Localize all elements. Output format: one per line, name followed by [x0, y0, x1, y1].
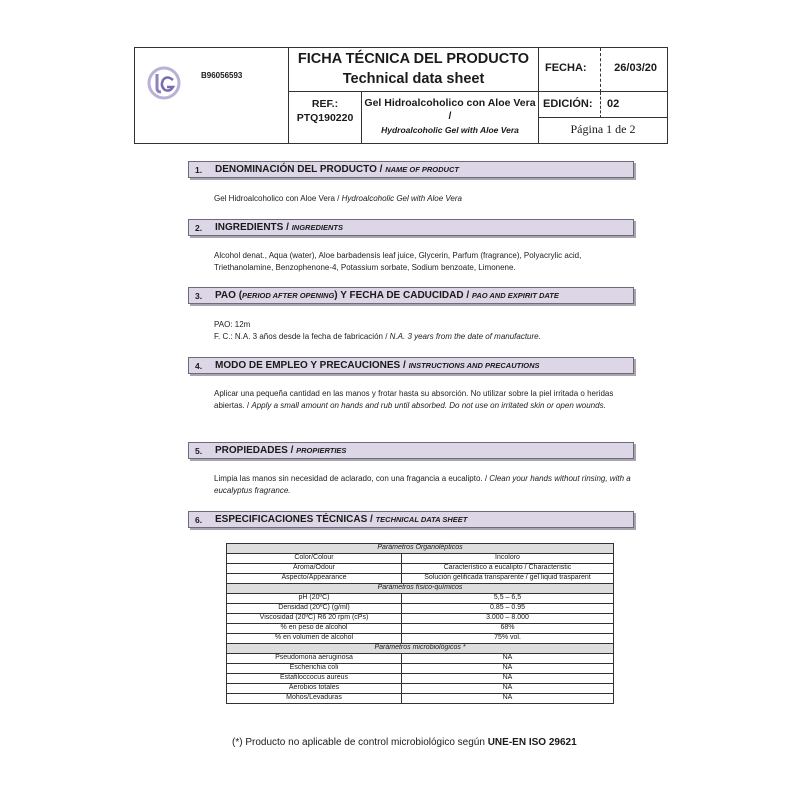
- param-name: pH (20ºC): [227, 594, 402, 604]
- param-value: 68%: [402, 624, 614, 634]
- table-row: [227, 634, 614, 644]
- param-name: Viscosidad (20ºC) R6 20 rpm (cPs): [227, 614, 402, 624]
- expiry-line: F. C.: N.A. 3 años desde la fecha de fabricación / N.A. 3 years from the date of manufacture.: [214, 332, 541, 341]
- table-row: [227, 614, 614, 624]
- param-value: Incoloro: [402, 554, 614, 564]
- product-name-en: Hydroalcoholic Gel with Aloe Vera: [381, 125, 519, 135]
- table-row: [227, 564, 614, 574]
- group-title: Parámetros microbiológicos *: [227, 644, 614, 654]
- param-name: Estafiloccocus aureus: [227, 674, 402, 684]
- section-3-body: [214, 319, 634, 343]
- section-title: MODO DE EMPLEO Y PRECAUCIONES / INSTRUCTIONS AND PRECAUTIONS: [215, 360, 540, 371]
- section-1-heading: [188, 161, 634, 178]
- logo-cell: [135, 48, 289, 143]
- fecha-value-cell: [601, 48, 667, 92]
- edicion-label-cell: [539, 92, 601, 118]
- param-value: 75% vol.: [402, 634, 614, 644]
- section-title: ESPECIFICACIONES TÉCNICAS / TECHNICAL DATA SHEET: [215, 514, 468, 525]
- table-row: [227, 594, 614, 604]
- ref-cell: [289, 92, 362, 143]
- section-title: INGREDIENTS / INGREDIENTS: [215, 222, 343, 233]
- doc-title-en: Technical data sheet: [342, 71, 485, 87]
- param-value: NA: [402, 694, 614, 704]
- table-group-header: [227, 544, 614, 554]
- edicion-label: EDICIÓN:: [543, 98, 593, 110]
- param-name: Pseudomona aeruginosa: [227, 654, 402, 664]
- edicion-value-cell: [601, 92, 667, 118]
- page-number: Página 1 de 2: [570, 122, 636, 136]
- edicion-value: 02: [607, 98, 620, 110]
- section-number: 6.: [195, 515, 203, 525]
- section-1-body: Gel Hidroalcoholico con Aloe Vera / Hydroalcoholic Gel with Aloe Vera: [214, 194, 462, 203]
- table-row: [227, 664, 614, 674]
- section-number: 1.: [195, 165, 203, 175]
- param-name: Aerobios totales: [227, 684, 402, 694]
- section-4-body: Aplicar una pequeña cantidad en las manos y frotar hasta su absorción. No utilizar sobre la piel irritada o heridas abiertas. / Apply a small amount on hands and rub until absorbed. Do not use on irritated skin or open wounds.: [214, 389, 614, 410]
- company-logo: [147, 66, 181, 100]
- section-number: 5.: [195, 446, 203, 456]
- ref-value: PTQ190220: [296, 112, 354, 124]
- param-value: 3.000 – 8.000: [402, 614, 614, 624]
- param-name: Mohos/Levaduras: [227, 694, 402, 704]
- param-name: % en peso de alcohol: [227, 624, 402, 634]
- param-value: NA: [402, 664, 614, 674]
- section-title: PROPIEDADES / PROPIERTIES: [215, 445, 347, 456]
- table-row: [227, 574, 614, 584]
- param-name: Densidad (20ºC) (g/ml): [227, 604, 402, 614]
- section-5-body: Limpia las manos sin necesidad de aclarado, con una fragancia a eucalipto. / Clean your hands without rinsing, with a eucalyptus fragrance.: [214, 474, 631, 495]
- section-number: 2.: [195, 223, 203, 233]
- table-row: [227, 684, 614, 694]
- section-3-heading: [188, 287, 634, 304]
- table-row: [227, 624, 614, 634]
- param-value: Solución gelificada transparente / gel liquid trasparent: [402, 574, 614, 584]
- footnote: (*) Producto no aplicable de control microbiológico según UNE-EN ISO 29621: [232, 737, 577, 748]
- page-cell: [539, 118, 667, 143]
- section-title: PAO (PERIOD AFTER OPENING) Y FECHA DE CADUCIDAD / PAO AND EXPIRIT DATE: [215, 290, 559, 301]
- param-value: 5,5 – 6,5: [402, 594, 614, 604]
- technical-spec-table: [226, 543, 614, 704]
- doc-title-es: FICHA TÉCNICA DEL PRODUCTO: [297, 51, 530, 67]
- section-2-heading: [188, 219, 634, 236]
- product-cell: [362, 92, 539, 143]
- param-value: NA: [402, 654, 614, 664]
- section-number: 3.: [195, 291, 203, 301]
- param-value: Característico a eucalipto / Characteristic: [402, 564, 614, 574]
- param-value: 0.85 – 0.95: [402, 604, 614, 614]
- table-row: [227, 654, 614, 664]
- product-name-es: Gel Hidroalcoholico con Aloe Vera /: [364, 97, 536, 122]
- table-row: [227, 554, 614, 564]
- company-code: B96056593: [201, 71, 243, 80]
- section-2-body: Alcohol denat., Aqua (water), Aloe barbadensis leaf juice, Glycerin, Parfum (fragrance), Polyacrylic acid, Triethanolamine, Benzophenone-4, Potassium sorbate, Sodium benzoate, Limonene.: [214, 251, 582, 272]
- fecha-value: 26/03/20: [614, 62, 657, 74]
- param-name: Aroma/Odour: [227, 564, 402, 574]
- table-group-header: [227, 584, 614, 594]
- param-value: NA: [402, 674, 614, 684]
- param-name: Color/Colour: [227, 554, 402, 564]
- table-group-header: [227, 644, 614, 654]
- param-value: NA: [402, 684, 614, 694]
- param-name: % en volumen de alcohol: [227, 634, 402, 644]
- document-header: [134, 47, 668, 144]
- section-number: 4.: [195, 361, 203, 371]
- table-row: [227, 694, 614, 704]
- fecha-label: FECHA:: [545, 62, 587, 74]
- title-cell: [289, 48, 539, 92]
- param-name: Escherichia coli: [227, 664, 402, 674]
- section-title: DENOMINACIÓN DEL PRODUCTO / NAME OF PRODUCT: [215, 164, 459, 175]
- param-name: Aspecto/Appearance: [227, 574, 402, 584]
- group-title: Parámetros Organolépticos: [227, 544, 614, 554]
- section-4-heading: [188, 357, 634, 374]
- section-5-heading: [188, 442, 634, 459]
- table-row: [227, 674, 614, 684]
- section-6-heading: [188, 511, 634, 528]
- table-row: [227, 604, 614, 614]
- pao-line: PAO: 12m: [214, 320, 251, 329]
- group-title: Parámetros físico-químicos: [227, 584, 614, 594]
- fecha-label-cell: [539, 48, 601, 92]
- ref-label: REF.:: [311, 98, 339, 110]
